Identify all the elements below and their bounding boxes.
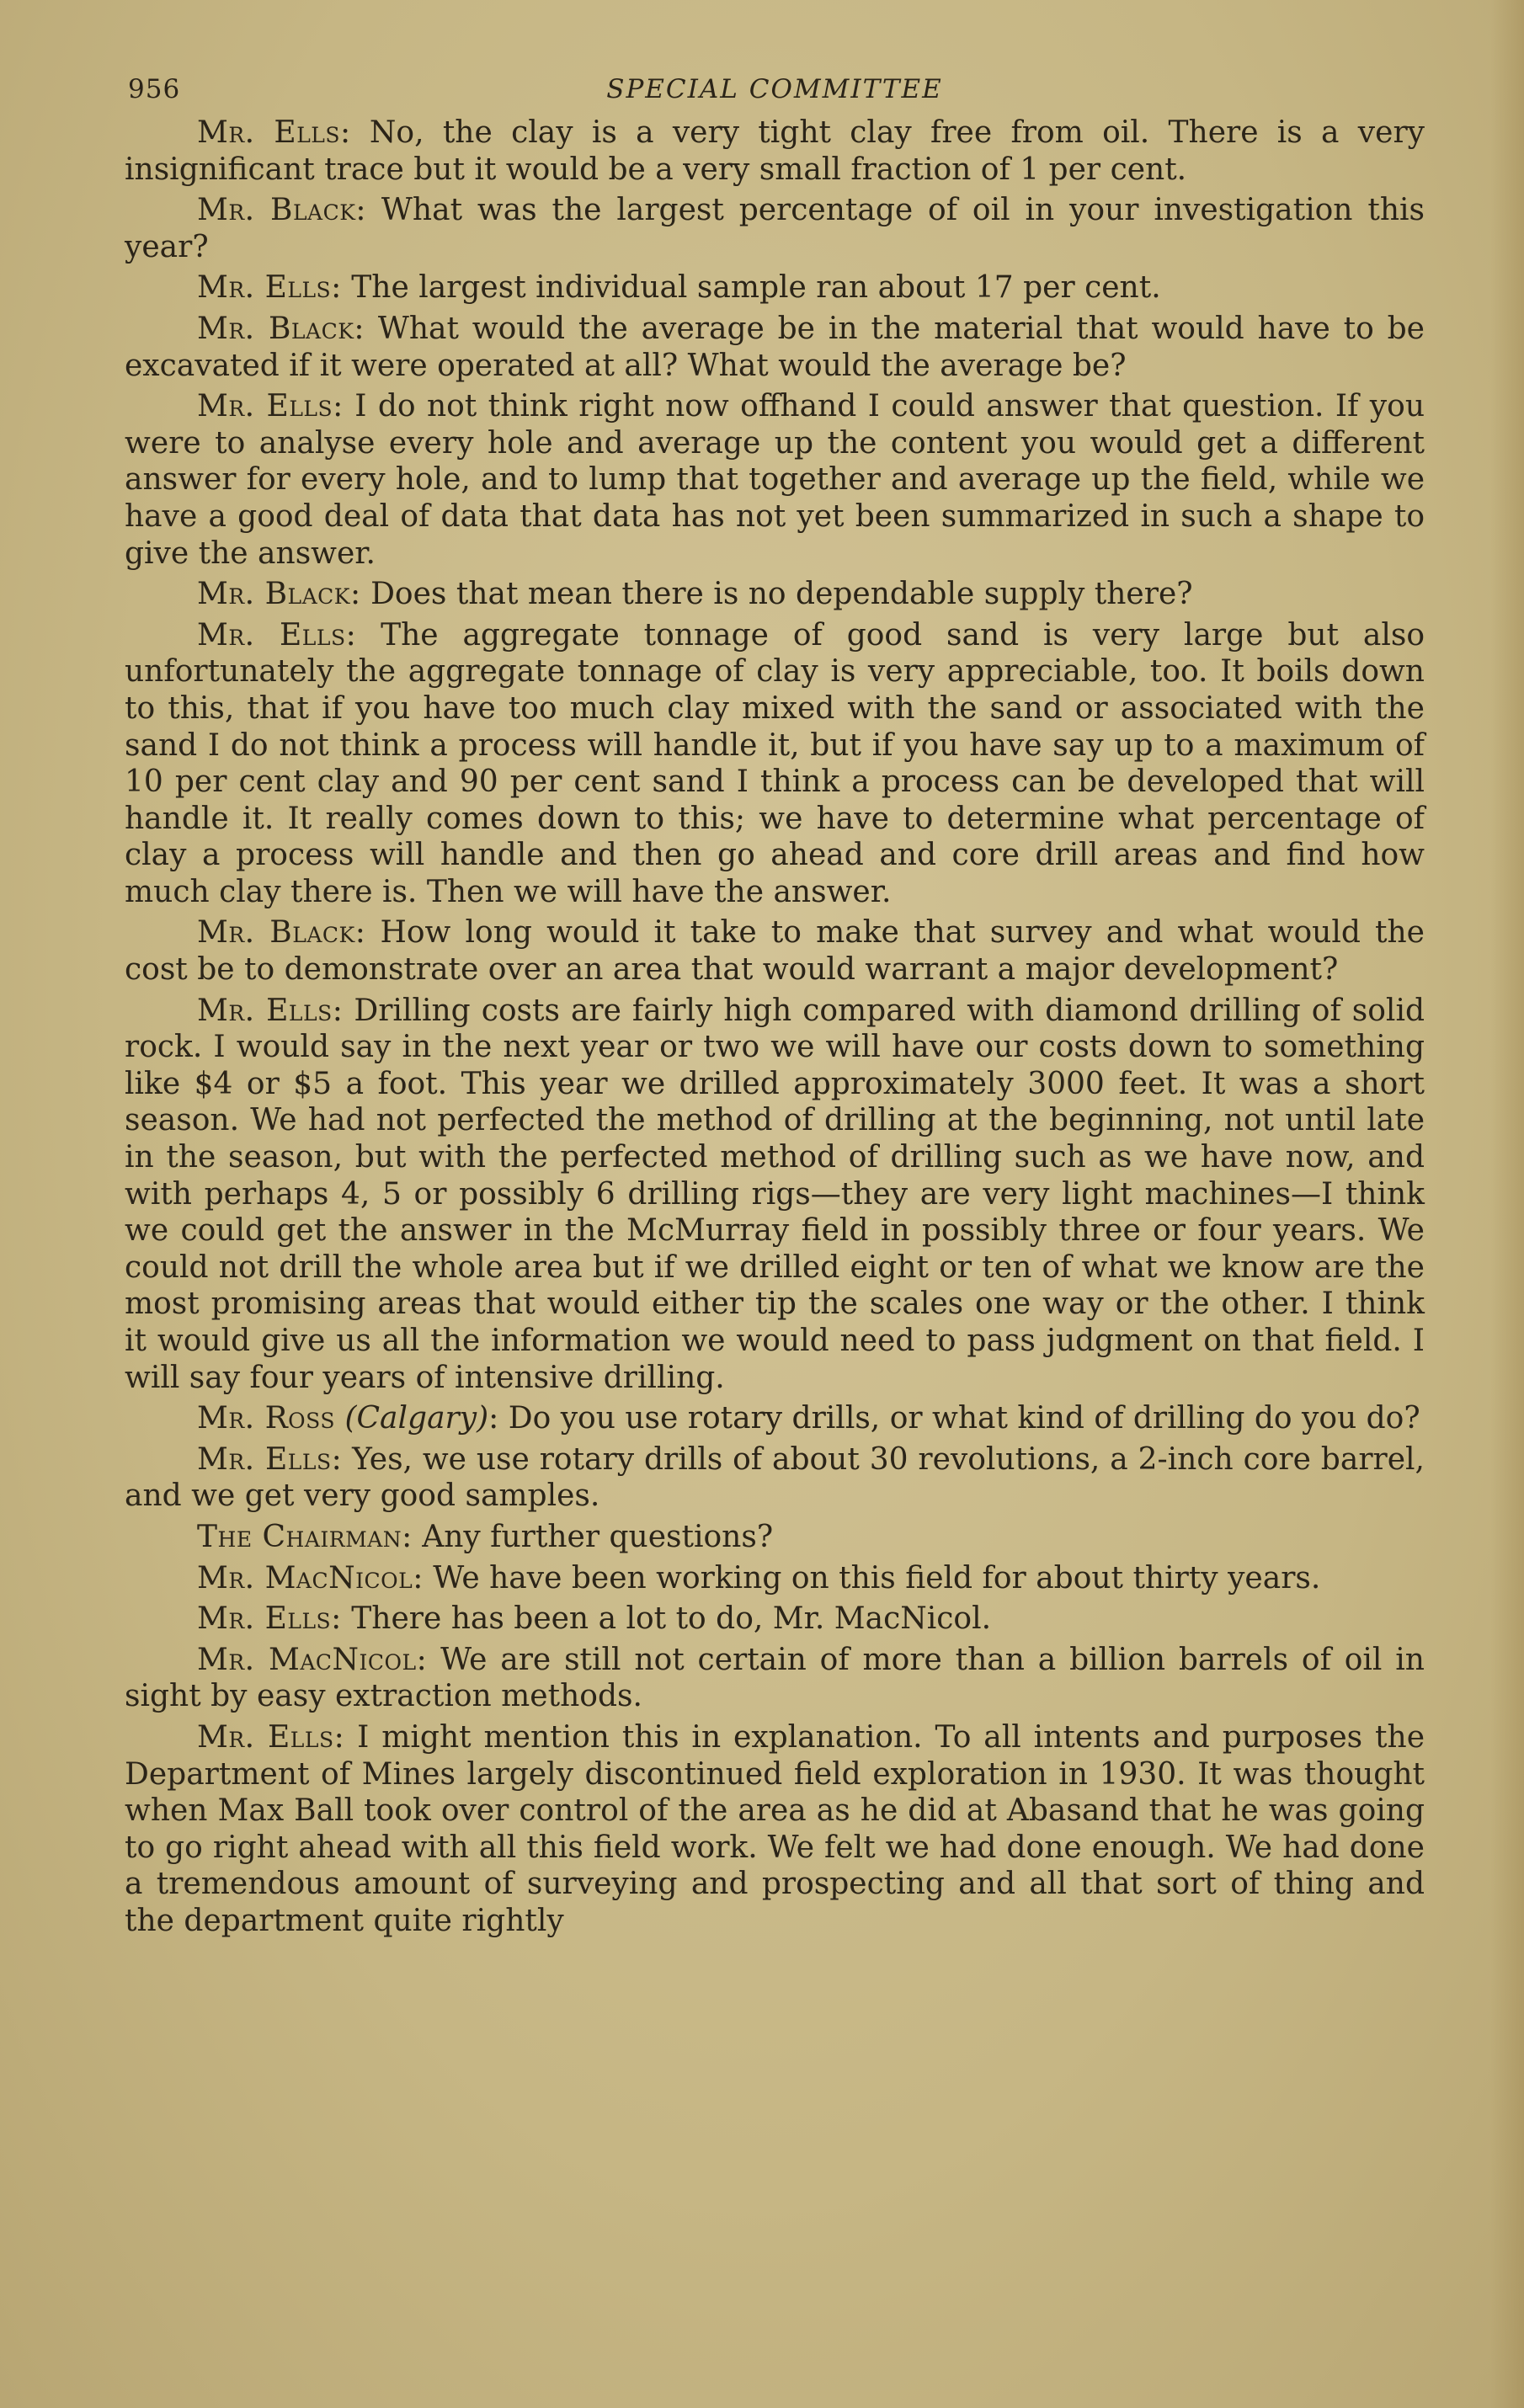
transcript-paragraph bbox=[125, 1400, 1425, 1437]
transcript-paragraph bbox=[125, 1642, 1425, 1715]
speech-text: There has been a lot to do, Mr. MacNicol. bbox=[341, 1601, 992, 1637]
speaker-name: Mr. Black: bbox=[197, 577, 361, 612]
speaker-name: Mr. MacNicol: bbox=[197, 1642, 428, 1677]
transcript-paragraph bbox=[125, 1519, 1425, 1556]
book-page bbox=[125, 71, 1425, 1944]
speaker-name: Mr. Ells: bbox=[197, 270, 342, 306]
transcript-paragraph bbox=[125, 1560, 1425, 1597]
speaker-affiliation: (Calgary) bbox=[344, 1401, 489, 1436]
transcript-paragraph bbox=[125, 269, 1425, 306]
page-number: 956 bbox=[128, 74, 181, 104]
speech-text: How long would it take to make that survey and what would the cost be to demonstrate over an area that would warrant a major development? bbox=[125, 915, 1425, 988]
running-title: SPECIAL COMMITTEE bbox=[606, 74, 943, 104]
page-edge-shadow bbox=[1490, 0, 1524, 2408]
speech-text: No, the clay is a very tight clay free from oil. There is a very insignificant trace but it would be a very small fraction of 1 per cent. bbox=[125, 115, 1425, 187]
speech-text: Drilling costs are fairly high compared with diamond drilling of solid rock. I would say in the next year or two we will have our costs down to something like $4 or $5 a foot. This year we drilled approximately 3000 feet. It was a short season. We had not perfected the method of drilling at the beginning, not until late in the season, but with the perfected method of drilling such as we have now, and with perhaps 4, 5 or possibly 6 drilling rigs—they are very light machines—I think we could get the answer in the McMurray field in possibly three or four years. We could not drill the whole area but if we drilled eight or ten of what we know are the most promising areas that would either tip the scales one way or the other. I think it would give us all the information we would need to pass judgment on that field. I will say four years of intensive drilling. bbox=[125, 993, 1425, 1395]
speech-text: What was the largest percentage of oil in your investigation this year? bbox=[125, 193, 1425, 264]
speaker-name: Mr. Ells: bbox=[197, 389, 344, 424]
speech-text: I might mention this in explanation. To all intents and purposes the Department of Mines largely discontinued field exploration in 1930. It was thought when Max Ball took over control of the area as he did at Abasand that he was going to go right ahead with all this field work. We felt we had done enough. We had done a tremendous amount of surveying and prospecting and all that sort of thing and the department quite rightly bbox=[125, 1719, 1425, 1938]
speech-text: We have been working on this field for about thirty years. bbox=[423, 1560, 1321, 1596]
speaker-name: Mr. Ells: bbox=[197, 993, 344, 1028]
speaker-name: Mr. MacNicol: bbox=[197, 1560, 424, 1596]
speaker-name: Mr. Ells: bbox=[197, 1441, 343, 1477]
speaker-name: Mr. Ells: bbox=[197, 617, 357, 653]
speech-text: Do you use rotary drills, or what kind of drilling do you do? bbox=[498, 1401, 1420, 1436]
speaker-name: The Chairman: bbox=[197, 1519, 413, 1554]
transcript-paragraph bbox=[125, 311, 1425, 384]
speech-text: Does that mean there is no dependable supply there? bbox=[360, 577, 1193, 612]
transcript-paragraph bbox=[125, 576, 1425, 613]
speech-text: The aggregate tonnage of good sand is very large but also unfortunately the aggregate tonnage of clay is very appreciable, too. It boils down to this, that if you have too much clay mixed with the sand or associated with the sand I do not think a process will handle it, but if you have say up to a maximum of 10 per cent clay and 90 per cent sand I think a process can be developed that will handle it. It really comes down to this; we have to determine what percentage of clay a process will handle and then go ahead and core drill areas and find how much clay there is. Then we will have the answer. bbox=[125, 617, 1425, 909]
speech-text: What would the average be in the material that would have to be excavated if it were operated at all? What would the average be? bbox=[125, 311, 1425, 383]
speaker-name: Mr. Black: bbox=[197, 915, 366, 951]
transcript-paragraph bbox=[125, 388, 1425, 572]
transcript-paragraph bbox=[125, 115, 1425, 188]
speaker-name: Mr. Ells: bbox=[197, 1601, 342, 1637]
speaker-name: Mr. Ells: bbox=[197, 115, 351, 150]
speech-text: The largest individual sample ran about 17 per cent. bbox=[341, 270, 1161, 306]
speech-text: Yes, we use rotary drills of about 30 revolutions, a 2-inch core barrel, and we get very good samples. bbox=[125, 1441, 1425, 1514]
speaker-name: Mr. Black: bbox=[197, 193, 367, 228]
transcript-paragraph bbox=[125, 914, 1425, 988]
speaker-name: Mr. Black: bbox=[197, 311, 365, 346]
speaker-name: Mr. Ells: bbox=[197, 1719, 345, 1755]
transcript-paragraph bbox=[125, 192, 1425, 265]
transcript-paragraph bbox=[125, 1601, 1425, 1638]
transcript-paragraph bbox=[125, 1719, 1425, 1940]
speaker-colon: : bbox=[488, 1401, 499, 1436]
page-header bbox=[125, 71, 1425, 115]
speech-text: Any further questions? bbox=[412, 1519, 774, 1554]
transcript-paragraph bbox=[125, 993, 1425, 1397]
transcript-paragraph bbox=[125, 1441, 1425, 1515]
speaker-name: Mr. Ross bbox=[197, 1401, 335, 1436]
speech-text: I do not think right now offhand I could answer that question. If you were to analyse every hole and average up the content you would get a different answer for every hole, and to lump that together and average up the field, while we have a good deal of data that data has not yet been summarized in such a shape to give the answer. bbox=[125, 389, 1425, 571]
transcript-body bbox=[125, 115, 1425, 1940]
speech-text: We are still not certain of more than a billion barrels of oil in sight by easy extraction methods. bbox=[125, 1642, 1425, 1714]
transcript-paragraph bbox=[125, 617, 1425, 911]
